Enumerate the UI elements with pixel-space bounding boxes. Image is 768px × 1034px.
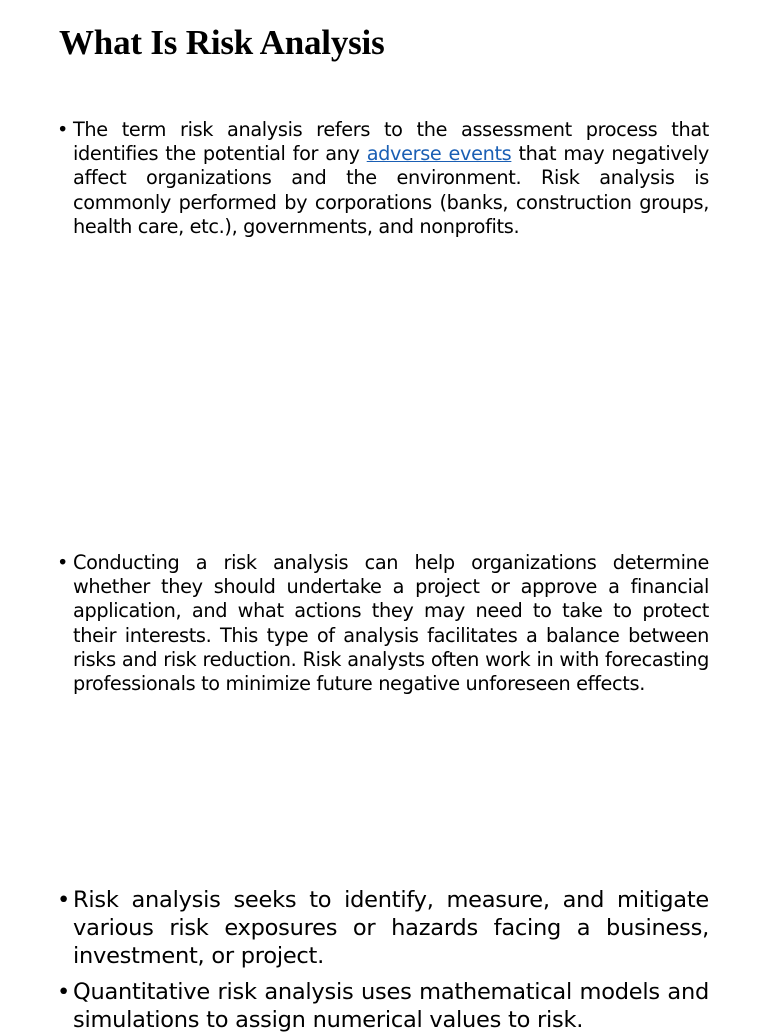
list-item	[57, 886, 709, 970]
bullet-icon: •	[57, 118, 69, 141]
paragraph-text: Conducting a risk analysis can help organizations determine whether they should undertake a project or approve a financial application, and what actions they may need to take to protect their interests. This type of analysis facilitates a balance between risks and risk reduction. Risk analysts often work in with forecasting professionals to minimize future negative unforeseen effects.	[73, 551, 709, 696]
list-item	[57, 118, 709, 239]
list-item	[57, 978, 709, 1034]
bullet-block-quantitative-risk-analysis	[57, 978, 709, 1034]
bullet-block-risk-analysis-definition	[57, 118, 709, 239]
bullet-block-conducting-risk-analysis	[57, 551, 709, 696]
bullet-icon: •	[57, 551, 69, 574]
paragraph-text: Risk analysis seeks to identify, measure, and mitigate various risk exposures or hazards facing a business, investment, or project.	[73, 887, 709, 969]
page-title: What Is Risk Analysis	[59, 23, 385, 62]
paragraph-text-end: that may negatively affect organizations and the environment. Risk analysis is commonly performed by corporations (banks, construction groups, health care, etc.), governments, and nonprofits.	[73, 142, 709, 238]
bullet-icon: •	[57, 979, 71, 1005]
paragraph-text: Quantitative risk analysis uses mathematical models and simulations to assign numerical values to risk.	[73, 979, 709, 1033]
adverse-events-link[interactable]: adverse events	[366, 142, 512, 166]
paragraph-text-start: The term risk analysis refers to the assessment process that identifies the potential for any	[73, 118, 709, 166]
bullet-icon: •	[57, 887, 71, 913]
bullet-block-risk-analysis-seeks	[57, 886, 709, 970]
list-item	[57, 551, 709, 696]
